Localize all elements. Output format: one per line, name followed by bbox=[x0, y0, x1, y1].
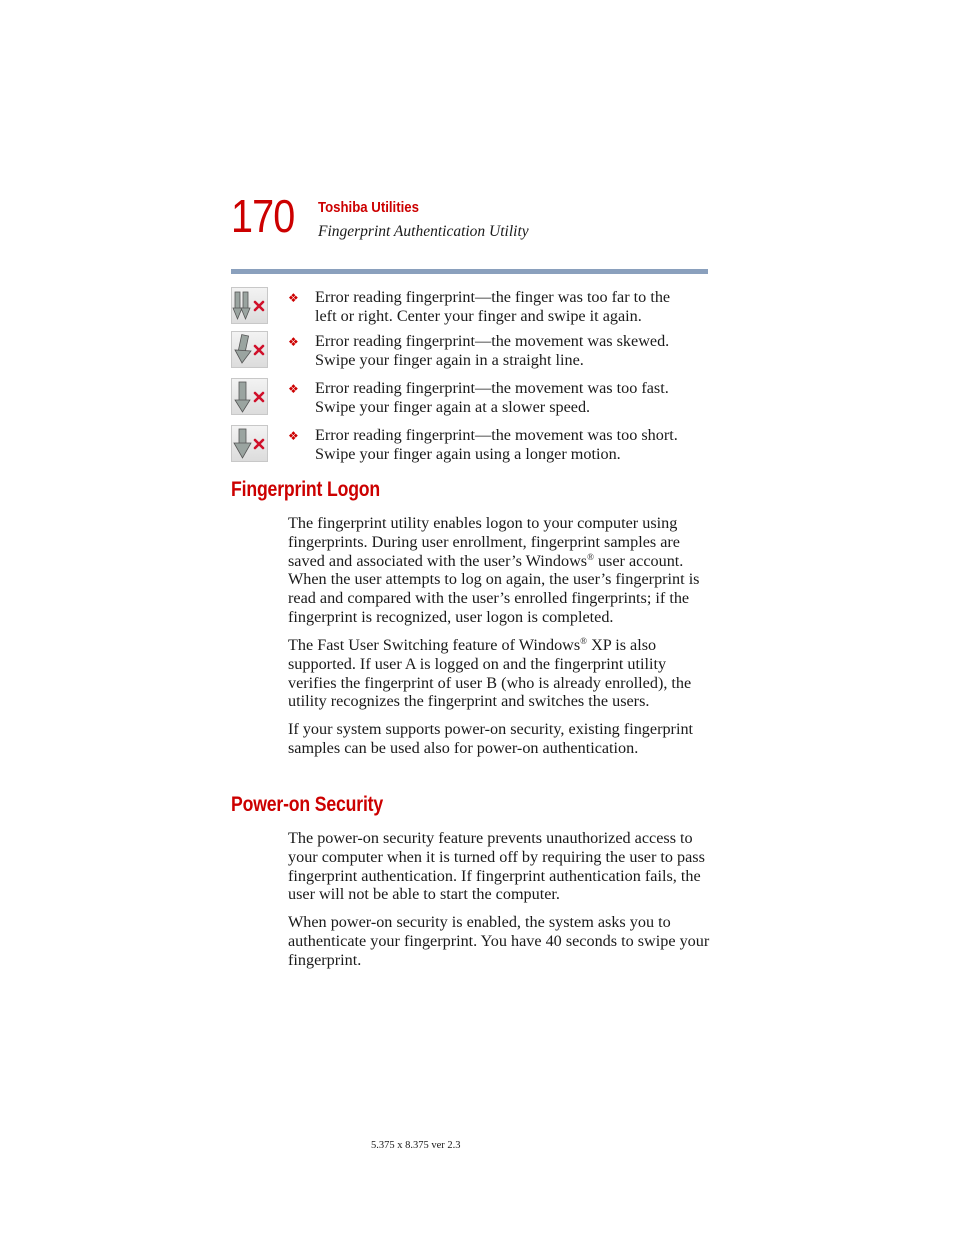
error-list-item bbox=[231, 425, 711, 465]
power-on-security-paragraph-2: When power-on security is enabled, the system asks you to authenticate your fingerprint. You have 40 seconds to swipe your fingerprint. bbox=[288, 913, 710, 969]
footer-version: 5.375 x 8.375 ver 2.3 bbox=[371, 1140, 461, 1151]
error-text: Error reading fingerprint—the movement was too short. Swipe your finger again using a longer motion. bbox=[315, 426, 678, 463]
page-number: 170 bbox=[231, 190, 295, 242]
error-text: Error reading fingerprint—the finger was too far to the left or right. Center your finger and swipe it again. bbox=[315, 288, 671, 325]
error-text: Error reading fingerprint—the movement was too fast. Swipe your finger again at a slower speed. bbox=[315, 379, 669, 416]
error-list-item bbox=[231, 378, 711, 418]
power-on-security-heading: Power-on Security bbox=[231, 793, 384, 816]
fingerprint-logon-paragraph-2: The Fast User Switching feature of Windows® XP is also supported. If user A is logged on and the fingerprint utility verifies the fingerprint of user B (who is already enrolled), the utility recognizes the fingerprint and switches the users. bbox=[288, 636, 692, 711]
fingerprint-error-too-far-icon bbox=[231, 287, 268, 324]
fingerprint-logon-paragraph-1: The fingerprint utility enables logon to your computer using fingerprints. During user enrollment, fingerprint samples are saved and associated with the user’s Windows® user account. When the user attempts to log on again, the user’s fingerprint is read and compared with the user’s enrolled fingerprints; if the fingerprint is recognized, user logon is completed. bbox=[288, 514, 700, 626]
fingerprint-error-too-short-icon bbox=[231, 425, 268, 462]
fingerprint-error-skewed-icon bbox=[231, 331, 268, 368]
section-subtitle: Fingerprint Authentication Utility bbox=[318, 223, 529, 240]
header-divider bbox=[231, 269, 708, 274]
bullet-icon: ❖ bbox=[288, 429, 299, 443]
error-list-item bbox=[231, 331, 711, 371]
bullet-icon: ❖ bbox=[288, 291, 299, 305]
fingerprint-logon-paragraph-3: If your system supports power-on security, existing fingerprint samples can be used also for power-on authentication. bbox=[288, 720, 694, 757]
fingerprint-logon-heading: Fingerprint Logon bbox=[231, 478, 381, 501]
bullet-icon: ❖ bbox=[288, 335, 299, 349]
bullet-icon: ❖ bbox=[288, 382, 299, 396]
power-on-security-paragraph-1: The power-on security feature prevents unauthorized access to your computer when it is turned off by requiring the user to pass fingerprint authentication. If fingerprint authentication fails, the user will not be able to start the computer. bbox=[288, 829, 705, 904]
chapter-title: Toshiba Utilities bbox=[318, 199, 419, 216]
fingerprint-error-too-fast-icon bbox=[231, 378, 268, 415]
error-text: Error reading fingerprint—the movement was skewed. Swipe your finger again in a straight line. bbox=[315, 332, 670, 369]
error-list-item bbox=[231, 287, 711, 327]
